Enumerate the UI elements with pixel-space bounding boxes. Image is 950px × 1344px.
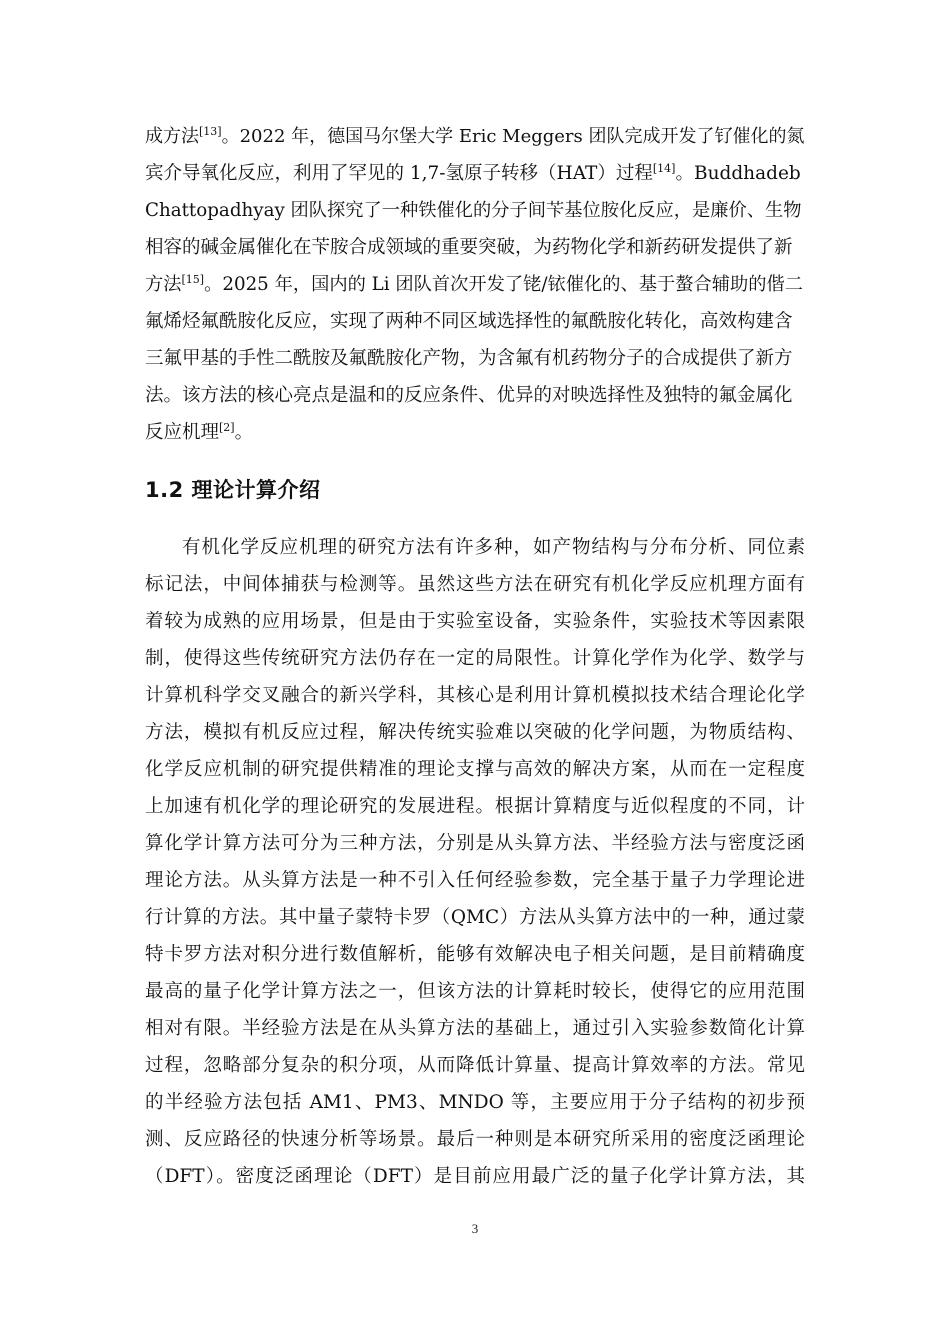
text-line: [145, 788, 805, 825]
page-number: 3: [471, 1221, 479, 1236]
line-text: 法。该方法的核心亮点是温和的反应条件、优异的对映选择性及独特的氟金属化: [145, 385, 793, 406]
line-text: 有机化学反应机理的研究方法有许多种，如产物结构与分布分析、同位素: [182, 537, 805, 558]
text-line: [145, 825, 805, 862]
line-text: 的半经验方法包括 AM1、PM3、MNDO 等，主要应用于分子结构的初步预: [145, 1092, 805, 1113]
line-text: 方法: [145, 274, 182, 295]
text-line: [145, 640, 805, 677]
text-line: [145, 862, 805, 899]
page-body: [145, 118, 805, 1195]
text-line: [145, 529, 805, 566]
line-text: 算化学计算方法可分为三种方法，分别是从头算方法、半经验方法与密度泛函: [145, 833, 805, 854]
text-line: [145, 1158, 805, 1195]
text-line: [145, 192, 805, 229]
line-text: 反应机理: [145, 422, 220, 443]
line-text: 上加速有机化学的理论研究的发展进程。根据计算精度与近似程度的不同，计: [145, 796, 805, 817]
line-text: 方法，模拟有机反应过程，解决传统实验难以突破的化学问题，为物质结构、: [145, 722, 805, 743]
text-line: [145, 677, 805, 714]
text-line: [145, 1047, 805, 1084]
line-text-continued: 。: [234, 422, 254, 443]
line-text: 最高的量子化学计算方法之一，但该方法的计算耗时较长，使得它的应用范围: [145, 981, 805, 1002]
section-heading: [145, 451, 805, 523]
text-line: [145, 229, 805, 266]
text-line: [145, 973, 805, 1010]
text-line: [145, 340, 805, 377]
text-line: [145, 566, 805, 603]
text-line: [145, 414, 805, 451]
line-text: 计算机科学交叉融合的新兴学科，其核心是利用计算机模拟技术结合理论化学: [145, 685, 805, 706]
line-text: 行计算的方法。其中量子蒙特卡罗（QMC）方法从头算方法中的一种，通过蒙: [145, 907, 805, 928]
line-text: 成方法: [145, 126, 199, 147]
line-text: 理论方法。从头算方法是一种不引入任何经验参数，完全基于量子力学理论进: [145, 870, 805, 891]
line-text-continued: 。2025 年，国内的 Li 团队首次开发了铑/铱催化的、基于螯合辅助的偕二: [204, 274, 804, 295]
section-title: 1.2 理论计算介绍: [145, 478, 321, 502]
line-text-continued: 。Buddhadeb: [675, 163, 801, 184]
text-line: [145, 751, 805, 788]
line-text: 相对有限。半经验方法是在从头算方法的基础上，通过引入实验参数简化计算: [145, 1018, 805, 1039]
text-line: [145, 118, 805, 155]
line-text: Chattopadhyay 团队探究了一种铁催化的分子间苄基位胺化反应，是廉价、生物: [145, 200, 802, 221]
line-text: 过程，忽略部分复杂的积分项，从而降低计算量、提高计算效率的方法。常见: [145, 1055, 805, 1076]
text-line: [145, 377, 805, 414]
text-line: [145, 899, 805, 936]
line-text: 化学反应机制的研究提供精准的理论支撑与高效的解决方案，从而在一定程度: [145, 759, 805, 780]
line-text: 特卡罗方法对积分进行数值解析，能够有效解决电子相关问题，是目前精确度: [145, 944, 805, 965]
paragraph-theory: [145, 529, 805, 1195]
text-line: [145, 936, 805, 973]
line-text: 制，使得这些传统研究方法仍存在一定的局限性。计算化学作为化学、数学与: [145, 648, 805, 669]
line-text: 三氟甲基的手性二酰胺及氟酰胺化产物，为含氟有机药物分子的合成提供了新方: [145, 348, 793, 369]
text-line: [145, 266, 805, 303]
citation-marker: [13]: [199, 125, 222, 138]
paragraph-intro: [145, 118, 805, 451]
line-text-continued: 。2022 年，德国马尔堡大学 Eric Meggers 团队完成开发了钌催化的氮: [221, 126, 805, 147]
text-line: [145, 1121, 805, 1158]
text-line: [145, 1084, 805, 1121]
line-text: 着较为成熟的应用场景，但是由于实验室设备，实验条件，实验技术等因素限: [145, 611, 805, 632]
line-text: 宾介导氧化反应，利用了罕见的 1,7-氢原子转移（HAT）过程: [145, 163, 653, 184]
text-line: [145, 155, 805, 192]
line-text: 氟烯烃氟酰胺化反应，实现了两种不同区域选择性的氟酰胺化转化，高效构建含: [145, 311, 793, 332]
text-line: [145, 303, 805, 340]
text-line: [145, 714, 805, 751]
citation-marker: [15]: [181, 273, 205, 286]
line-text: （DFT）。密度泛函理论（DFT）是目前应用最广泛的量子化学计算方法，其: [145, 1166, 805, 1187]
citation-marker: [2]: [219, 421, 235, 434]
citation-marker: [14]: [652, 162, 676, 175]
line-text: 测、反应路径的快速分析等场景。最后一种则是本研究所采用的密度泛函理论: [145, 1129, 805, 1150]
line-text: 标记法，中间体捕获与检测等。虽然这些方法在研究有机化学反应机理方面有: [145, 574, 805, 595]
text-line: [145, 603, 805, 640]
line-text: 相容的碱金属催化在苄胺合成领域的重要突破，为药物化学和新药研发提供了新: [145, 237, 793, 258]
text-line: [145, 1010, 805, 1047]
